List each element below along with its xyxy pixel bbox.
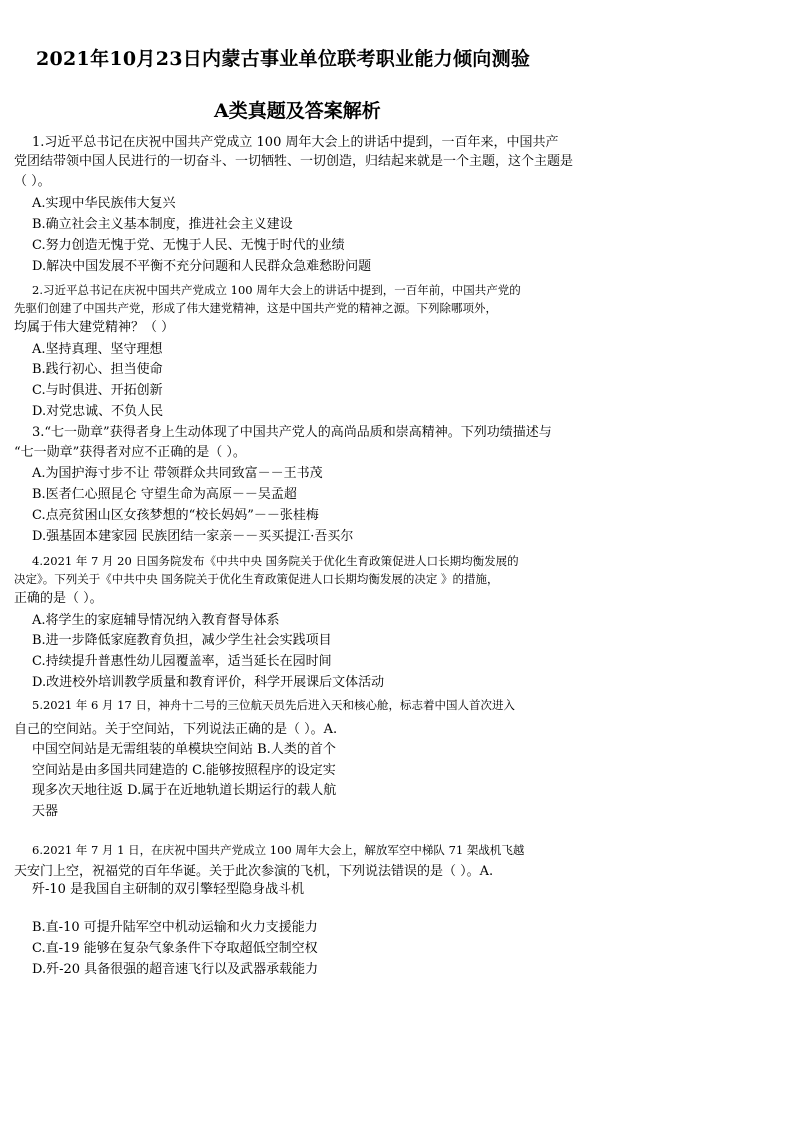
q5-option-line-2: 空间站是由多国共同建造的 C.能够按照程序的设定实 xyxy=(32,763,336,778)
q2-option-c: C.与时俱进、开拓创新 xyxy=(32,383,163,398)
q1-option-d: D.解决中国发展不平衡不充分问题和人民群众急难愁盼问题 xyxy=(32,259,372,274)
q3-option-d: D.强基固本建家园 民族团结一家亲－－买买提江·吾买尔 xyxy=(32,529,354,544)
q3-stem-line-1: 3.“七一勋章”获得者身上生动体现了中国共产党人的高尚品质和崇高精神。下列功绩描述与 xyxy=(32,425,552,440)
q5-option-line-4: 天器 xyxy=(32,804,59,819)
q3-option-c: C.点亮贫困山区女孩梦想的“校长妈妈”－－张桂梅 xyxy=(32,508,319,523)
q1-stem-line-1: 1.习近平总书记在庆祝中国共产党成立 100 周年大会上的讲话中提到，一百年来，中国共产 xyxy=(32,135,559,150)
document-title-line-2: A类真题及答案解析 xyxy=(214,100,381,122)
q4-option-a: A.将学生的家庭辅导情况纳入教育督导体系 xyxy=(32,613,280,628)
q2-stem-line-2: 先驱们创建了中国共产党，形成了伟大建党精神，这是中国共产党的精神之源。下列除哪项外， xyxy=(14,301,497,315)
q2-stem-line-1: 2.习近平总书记在庆祝中国共产党成立 100 周年大会上的讲话中提到，一百年前，中国共产党的 xyxy=(32,283,521,297)
q1-stem-line-2: 党团结带领中国人民进行的一切奋斗、一切牺牲、一切创造，归结起来就是一个主题，这个主题是 xyxy=(14,154,574,169)
q2-option-b: B.践行初心、担当使命 xyxy=(32,362,163,377)
q3-stem-line-2: “七一勋章”获得者对应不正确的是（ ）。 xyxy=(14,445,246,460)
q4-stem-line-3: 正确的是（ ）。 xyxy=(14,591,103,606)
q6-option-b: B.直-10 可提升陆军空中机动运输和火力支援能力 xyxy=(32,920,318,935)
q1-option-a: A.实现中华民族伟大复兴 xyxy=(32,196,176,211)
q4-option-b: B.进一步降低家庭教育负担，减少学生社会实践项目 xyxy=(32,633,332,648)
q6-stem-line-2: 天安门上空，祝福党的百年华诞。关于此次参演的飞机，下列说法错误的是（ ）。A. xyxy=(14,864,494,879)
q2-stem-line-3: 均属于伟大建党精神？（ ） xyxy=(14,320,175,335)
q4-option-c: C.持续提升普惠性幼儿园覆盖率，适当延长在园时间 xyxy=(32,654,332,669)
q5-stem-line-2: 自己的空间站。关于空间站，下列说法正确的是（ ）。A. xyxy=(14,722,338,737)
q4-stem-line-2: 决定》。下列关于《中共中央 国务院关于优化生育政策促进人口长期均衡发展的决定 》的措施， xyxy=(14,572,499,586)
q5-option-line-1: 中国空间站是无需组装的单模块空间站 B.人类的首个 xyxy=(32,742,336,757)
q3-option-b: B.医者仁心照昆仑 守望生命为高原－－吴孟超 xyxy=(32,487,297,502)
q1-stem-line-3: （ ）。 xyxy=(14,174,51,189)
q5-option-line-3: 现多次天地往返 D.属于在近地轨道长期运行的载人航 xyxy=(32,783,337,798)
q3-option-a: A.为国护海寸步不让 带领群众共同致富－－王书茂 xyxy=(32,466,323,481)
q5-stem-line-1: 5.2021 年 6 月 17 日，神舟十二号的三位航天员先后进入天和核心舱，标志着中国人首次进入 xyxy=(32,698,515,712)
q6-stem-line-1: 6.2021 年 7 月 1 日，在庆祝中国共产党成立 100 周年大会上，解放军空中梯队 71 架战机飞越 xyxy=(32,843,525,857)
q6-option-c: C.直-19 能够在复杂气象条件下夺取超低空制空权 xyxy=(32,941,318,956)
q2-option-d: D.对党忠诚、不负人民 xyxy=(32,404,164,419)
q4-stem-line-1: 4.2021 年 7 月 20 日国务院发布《中共中央 国务院关于优化生育政策促进人口长期均衡发展的 xyxy=(32,554,519,568)
q4-option-d: D.改进校外培训教学质量和教育评价，科学开展课后文体活动 xyxy=(32,675,385,690)
q6-option-a: 歼-10 是我国自主研制的双引擎轻型隐身战斗机 xyxy=(32,882,305,897)
q1-option-b: B.确立社会主义基本制度，推进社会主义建设 xyxy=(32,217,293,232)
q6-option-d: D.歼-20 具备很强的超音速飞行以及武器承载能力 xyxy=(32,962,319,977)
document-title-line-1: 2021年10月23日内蒙古事业单位联考职业能力倾向测验 xyxy=(36,48,531,70)
q1-option-c: C.努力创造无愧于党、无愧于人民、无愧于时代的业绩 xyxy=(32,238,345,253)
q2-option-a: A.坚持真理、坚守理想 xyxy=(32,342,163,357)
